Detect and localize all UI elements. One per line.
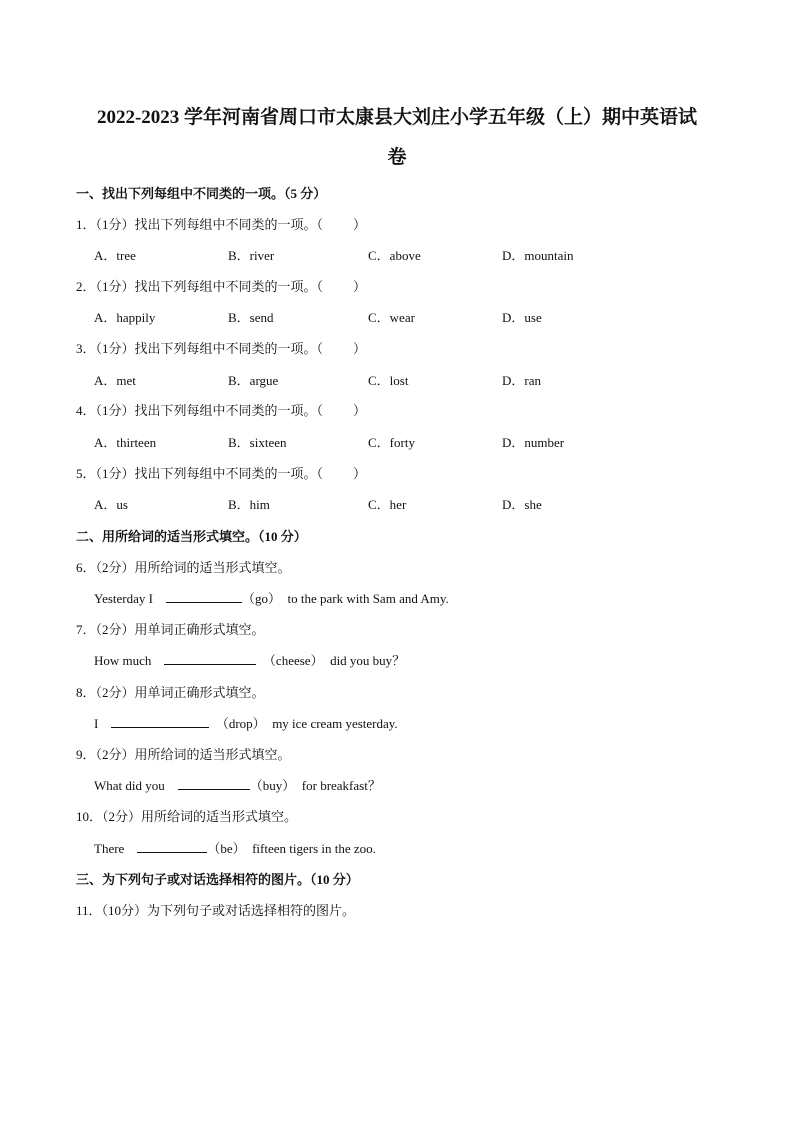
question-8-stem: 8．（2分）用单词正确形式填空。 <box>76 685 265 700</box>
q8-blank[interactable] <box>111 715 209 728</box>
question-8-sentence <box>94 715 398 733</box>
section-3-heading: 三、为下列句子或对话选择相符的图片。（10 分） <box>76 872 359 887</box>
q3-option-a[interactable]: A．met <box>94 373 136 388</box>
q10-hint: （be） <box>207 841 246 856</box>
q10-pre-text: There <box>94 841 125 856</box>
question-1-text: 1．（1分）找出下列每组中不同类的一项。（ <box>76 217 324 232</box>
question-9-sentence <box>94 777 381 795</box>
q5-option-a[interactable]: A．us <box>94 497 128 512</box>
q8-hint: （drop） <box>215 716 266 731</box>
q2-option-d[interactable]: D．use <box>502 310 542 325</box>
q8-post-text: my ice cream yesterday. <box>272 716 398 731</box>
q1-option-a[interactable]: A．tree <box>94 248 136 263</box>
question-7-stem: 7．（2分）用单词正确形式填空。 <box>76 622 265 637</box>
q4-option-a[interactable]: A．thirteen <box>94 435 157 450</box>
q10-post-text: fifteen tigers in the zoo. <box>252 841 376 856</box>
q9-hint: （buy） <box>249 778 296 793</box>
q5-option-b[interactable]: B．him <box>228 497 270 512</box>
q2-option-b[interactable]: B．send <box>228 310 274 325</box>
close-paren: ） <box>353 341 367 356</box>
question-5-text: 5．（1分）找出下列每组中不同类的一项。（ <box>76 466 324 481</box>
close-paren: ） <box>353 279 367 294</box>
section-1-heading: 一、找出下列每组中不同类的一项。（5 分） <box>76 186 327 201</box>
q3-option-b[interactable]: B．argue <box>228 373 279 388</box>
q2-option-a[interactable]: A．happily <box>94 310 156 325</box>
question-6-sentence <box>94 590 449 608</box>
q7-post-text: did you buy？ <box>330 653 406 668</box>
q1-option-d[interactable]: D．mountain <box>502 248 574 263</box>
close-paren: ） <box>353 403 367 418</box>
question-11-stem: 11．（10分）为下列句子或对话选择相符的图片。 <box>76 903 356 918</box>
q8-pre-text: I <box>94 716 99 731</box>
question-10-sentence <box>94 840 376 858</box>
question-10-stem: 10．（2分）用所给词的适当形式填空。 <box>76 809 298 824</box>
question-4-text: 4．（1分）找出下列每组中不同类的一项。（ <box>76 403 324 418</box>
q5-option-c[interactable]: C．her <box>368 497 407 512</box>
question-7-sentence <box>94 652 405 670</box>
question-2-stem <box>76 278 366 296</box>
q6-hint: （go） <box>241 591 281 606</box>
q4-option-d[interactable]: D．number <box>502 435 565 450</box>
question-6-stem: 6．（2分）用所给词的适当形式填空。 <box>76 560 291 575</box>
q9-blank[interactable] <box>178 777 250 790</box>
question-4-stem <box>76 402 366 420</box>
q7-pre-text: How much <box>94 653 152 668</box>
close-paren: ） <box>353 466 367 481</box>
q6-pre-text: Yesterday I <box>94 591 153 606</box>
q9-pre-text: What did you <box>94 778 165 793</box>
q1-option-c[interactable]: C．above <box>368 248 421 263</box>
exam-title-line2: 卷 <box>387 147 407 168</box>
q6-post-text: to the park with Sam and Amy. <box>287 591 449 606</box>
question-3-stem <box>76 340 366 358</box>
q3-option-d[interactable]: D．ran <box>502 373 541 388</box>
question-3-text: 3．（1分）找出下列每组中不同类的一项。（ <box>76 341 324 356</box>
q4-option-b[interactable]: B．sixteen <box>228 435 287 450</box>
q6-blank[interactable] <box>166 590 242 603</box>
exam-title-line1: 2022-2023 学年河南省周口市太康县大刘庄小学五年级（上）期中英语试 <box>96 107 698 128</box>
q4-option-c[interactable]: C．forty <box>368 435 415 450</box>
q1-option-b[interactable]: B．river <box>228 248 275 263</box>
close-paren: ） <box>353 217 367 232</box>
question-1-stem <box>76 216 366 234</box>
q5-option-d[interactable]: D．she <box>502 497 542 512</box>
q9-post-text: for breakfast？ <box>301 778 381 793</box>
q7-hint: （cheese） <box>262 653 324 668</box>
question-2-text: 2．（1分）找出下列每组中不同类的一项。（ <box>76 279 324 294</box>
q2-option-c[interactable]: C．wear <box>368 310 415 325</box>
q10-blank[interactable] <box>137 840 207 853</box>
question-5-stem <box>76 465 366 483</box>
question-9-stem: 9．（2分）用所给词的适当形式填空。 <box>76 747 291 762</box>
q7-blank[interactable] <box>164 652 256 665</box>
section-2-heading: 二、用所给词的适当形式填空。（10 分） <box>76 529 307 544</box>
q3-option-c[interactable]: C．lost <box>368 373 409 388</box>
